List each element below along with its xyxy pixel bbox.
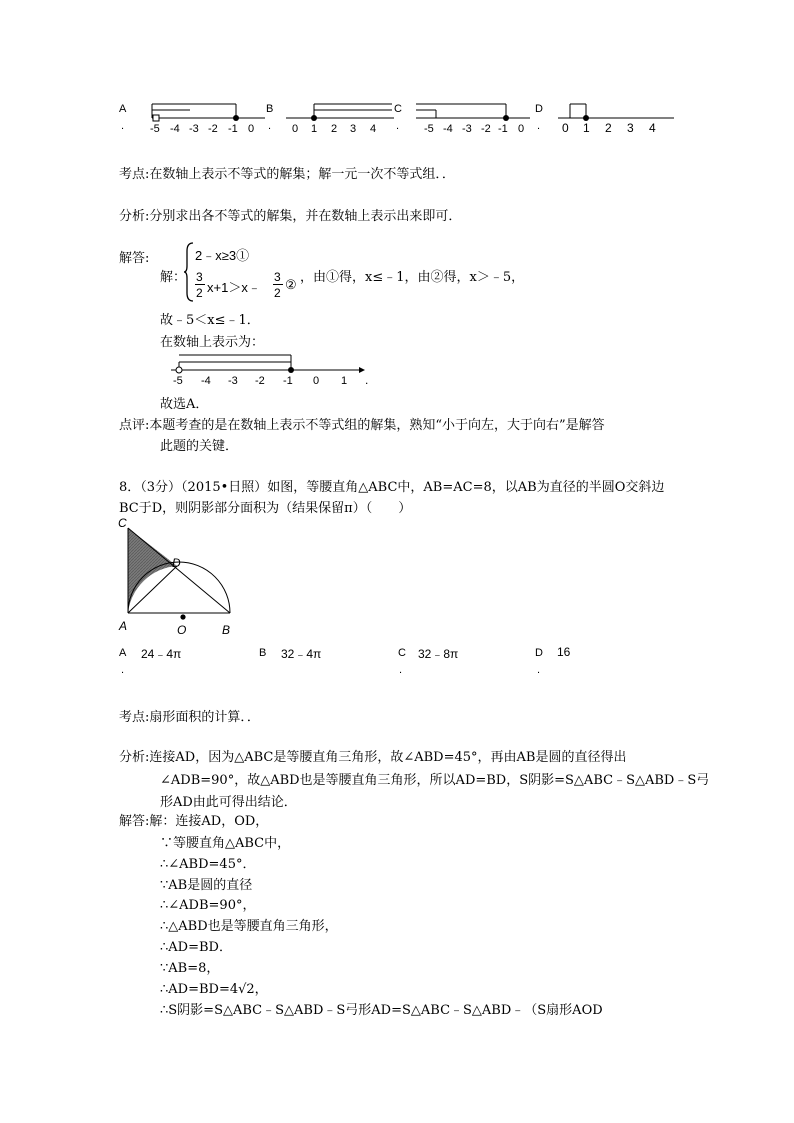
label-b: B <box>222 623 231 637</box>
step-line: ∴S阴影=S△ABC﹣S△ABD﹣S弓形AD=S△ABC﹣S△ABD﹣（S扇形AOD <box>160 1003 603 1018</box>
tick-label: -2 <box>481 123 491 135</box>
q7-jieda-label: 解答: <box>119 251 150 266</box>
tick-label: 2 <box>331 123 338 135</box>
tick-label: 0 <box>313 375 320 387</box>
option-dot: . <box>537 120 541 132</box>
choice-text: 32﹣4π <box>281 647 322 661</box>
shaded-region <box>128 528 177 613</box>
q8-stem-1: 8．（3分）（2015•日照）如图，等腰直角△ABC中，AB=AC=8，以AB为直径的半圆O交斜边 <box>119 480 665 495</box>
q7-zai: 在数轴上表示为： <box>160 335 265 350</box>
step-line: ∴AD=BD． <box>160 940 232 955</box>
tick-label: 2 <box>605 121 612 135</box>
tick-label: -4 <box>170 123 180 135</box>
tick-label: 3 <box>350 123 357 135</box>
option-letter: C <box>394 103 402 115</box>
system-line-2-end: ② <box>285 277 297 292</box>
step-line: ∵AB是圆的直径 <box>160 878 253 893</box>
label-a: A <box>119 619 128 633</box>
answer-number-line <box>165 350 375 388</box>
system-brace <box>183 241 195 303</box>
tick-label: 1 <box>311 123 318 135</box>
tick-label: 1 <box>341 375 348 387</box>
q7-dianping-1: 点评:本题考查的是在数轴上表示不等式组的解集，熟知“小于向左，大于向右”是解答 <box>119 418 605 433</box>
q7-jie: 解： <box>160 270 187 285</box>
step-line: ∴∠ABD=45°． <box>160 857 256 872</box>
step-line: ∵等腰直角△ABC中， <box>160 836 291 851</box>
choice-dot: . <box>399 664 403 676</box>
choice-letter: C <box>398 647 406 659</box>
fraction-denominator: 2 <box>196 286 203 300</box>
number-line-a <box>140 96 275 136</box>
tick-label: -4 <box>201 375 211 387</box>
option-letter: D <box>535 103 543 115</box>
label-c: C <box>118 516 127 530</box>
tick-label: 3 <box>627 121 634 135</box>
tick-label: 0 <box>292 123 299 135</box>
tick-label: -5 <box>173 375 183 387</box>
q8-kaodian: 考点:扇形面积的计算．． <box>119 710 260 725</box>
q7-kaodian: 考点:在数轴上表示不等式的解集；解一元一次不等式组．． <box>119 167 455 182</box>
q8-fenxi-2: ∠ADB=90°，故△ABD也是等腰直角三角形，所以AD=BD，S阴影=S△ABC﹣S△ABD﹣S弓 <box>160 773 710 788</box>
choice-text: 16 <box>557 645 571 659</box>
q7-after-system: ，由①得，x≤﹣1，由②得，x＞﹣5， <box>300 270 525 285</box>
step-line: ∵AB=8， <box>160 961 220 976</box>
label-o: O <box>177 623 187 637</box>
tick-label: 4 <box>370 123 377 135</box>
tick-label: -1 <box>228 123 238 135</box>
fraction-numerator: 3 <box>274 270 281 284</box>
number-line-c <box>412 96 537 136</box>
system-line-2-mid: x+1＞x﹣ <box>207 280 261 295</box>
step-line: ∴AD=BD=4√2， <box>160 982 268 997</box>
q8-stem-2: BC于D，则阴影部分面积为（结果保留π）（ ） <box>119 501 412 516</box>
tick-label: -5 <box>424 123 434 135</box>
q7-dianping-2: 此题的关键． <box>160 439 239 454</box>
number-line-d <box>554 96 676 136</box>
fraction-bar <box>273 284 283 285</box>
tick-label: -1 <box>498 123 508 135</box>
choice-dot: . <box>121 664 125 676</box>
system-line-1: 2﹣x≥3① <box>195 248 250 263</box>
fraction-bar <box>195 284 205 285</box>
tick-label: -3 <box>189 123 199 135</box>
fraction-denominator: 2 <box>274 286 281 300</box>
label-d: D <box>172 556 181 570</box>
q7-guxuan: 故选A． <box>160 397 209 412</box>
tick-label: 1 <box>583 121 590 135</box>
step-line: ∴∠ADB=90°， <box>160 898 256 913</box>
q8-jieda: 解答:解：连接AD，OD， <box>119 814 269 829</box>
choice-text: 24﹣4π <box>141 647 182 661</box>
option-letter: B <box>266 103 274 115</box>
choice-text: 32﹣8π <box>418 647 459 661</box>
tick-label: -5 <box>150 123 160 135</box>
choice-letter: B <box>259 647 267 659</box>
fraction-numerator: 3 <box>196 270 203 284</box>
q8-figure <box>116 513 241 641</box>
option-dot: . <box>121 120 125 132</box>
q7-fenxi: 分析:分别求出各不等式的解集，并在数轴上表示出来即可． <box>119 209 462 224</box>
tick-label: -2 <box>255 375 265 387</box>
tick-label: -3 <box>462 123 472 135</box>
q8-fenxi-1: 分析:连接AD，因为△ABC是等腰直角三角形，故∠ABD=45°，再由AB是圆的直径得出 <box>119 750 627 765</box>
tick-label: -4 <box>443 123 453 135</box>
tick-label: 0 <box>518 123 525 135</box>
q7-gu: 故﹣5＜x≤﹣1． <box>160 313 260 328</box>
tick-label: -1 <box>283 375 293 387</box>
tick-label: 4 <box>649 121 656 135</box>
option-dot: . <box>396 120 400 132</box>
axis-end-dot: . <box>365 373 369 387</box>
tick-label: -2 <box>208 123 218 135</box>
option-dot: . <box>268 120 272 132</box>
tick-label: 0 <box>562 121 569 135</box>
choice-letter: D <box>535 647 543 659</box>
step-line: ∴△ABD也是等腰直角三角形， <box>160 919 338 934</box>
option-letter: A <box>119 103 127 115</box>
q8-fenxi-3: 形AD由此可得出结论． <box>160 795 297 810</box>
number-line-b <box>284 96 399 136</box>
tick-label: -3 <box>228 375 238 387</box>
tick-label: 0 <box>248 123 255 135</box>
choice-letter: A <box>119 647 127 659</box>
choice-dot: . <box>537 664 541 676</box>
